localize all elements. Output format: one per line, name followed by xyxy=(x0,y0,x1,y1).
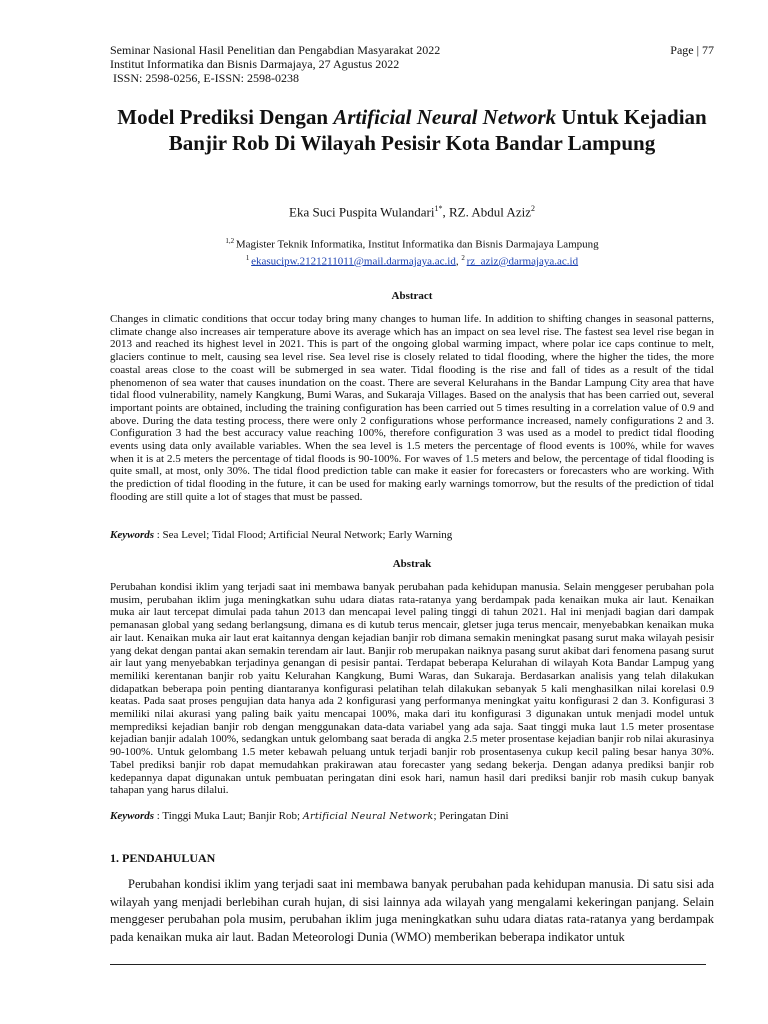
title-part1: Model Prediksi Dengan xyxy=(117,105,334,129)
section-body-text: Perubahan kondisi iklim yang terjadi saat ini membawa banyak perubahan pada kehidupan manusia. Di satu sisi ada wilayah yang menjadi berlebihan curah hujan, di sisi lainnya ada wilayah yang mengalami kekeringan panjang. Selain menggeser perubahan pola musim, perubahan iklim juga meningkatkan suhu udara diatas rata-ratanya yang berdampak pada kenaikan muka air laut. Badan Meteorologi Dunia (WMO) memberikan beberapa indikator untuk xyxy=(110,877,714,944)
author-list xyxy=(110,204,714,220)
paper-title xyxy=(110,104,714,156)
keywords-label-id: Keywords xyxy=(110,810,154,822)
abstract-heading: Abstract xyxy=(391,290,433,302)
author-2-sup: 2 xyxy=(530,204,535,213)
conference-name: Seminar Nasional Hasil Penelitian dan Pengabdian Masyarakat 2022 xyxy=(110,43,441,57)
issn: ISSN: 2598-0256, E-ISSN: 2598-0238 xyxy=(110,71,300,85)
email-link-1[interactable]: ekasucipw.2121211011@mail.darmajaya.ac.id xyxy=(251,255,456,268)
title-part2: Untuk Kejadian Banjir Rob Di Wilayah Pesisir Kota Bandar Lampung xyxy=(168,105,707,155)
affil-text: Magister Teknik Informatika, Institut Informatika dan Bisnis Darmajaya Lampung xyxy=(235,238,599,251)
conference-venue: Institut Informatika dan Bisnis Darmajaya, 27 Agustus 2022 xyxy=(110,57,400,71)
author-1: Eka Suci Puspita Wulandari xyxy=(289,204,435,220)
page-header xyxy=(110,43,714,85)
footer-divider xyxy=(110,964,706,965)
author-2: , RZ. Abdul Aziz xyxy=(442,204,531,220)
email-link-2[interactable]: rz_aziz@darmajaya.ac.id xyxy=(466,255,579,268)
email-separator: , xyxy=(455,255,462,268)
abstrak-text: Perubahan kondisi iklim yang terjadi saat ini membawa banyak perubahan pada kehidupan manusia. Selain menggeser perubahan pola musim, perubahan iklim juga meningkatkan suhu udara diatas rata-ratanya yang berdampak pada kenaikan muka air laut. Kenaikan muka air laut tercepat dimulai pada tahun 2013 dan mencapai level paling tinggi di tahun 2021. Hal ini menjadi bagian dari dampak pemanasan global yang sedang berlangsung, dimana es di kutub terus mencair, gletser juga terus mencair, menyebabkan kenaikan muka air laut. Kenaikan muka air laut erat kaitannya dengan kejadian banjir rob dimana semakin meningkat pasang surut maka wilayah pesisir yang dekat dengan pantai akan semakin terendam air laut. Banjir rob merupakan naiknya pasang surut akibat dari fenomena pasang surut air laut yang menyebabkan terjadinya genangan di pesisir pantai. Terdapat beberapa Kelurahan di wilayah Kota Bandar Lampug yang memiliki kerentanan banjir rob yaitu Kelurahan Kangkung, Bumi Waras, dan Sukaraja. Berdasarkan analisis yang telah dilakukan didapatkan beberapa poin penting diantaranya konfigurasi pelatihan telah dilakukan sebanyak 5 kali menghasilkan nilai korelasi 0.9 keatas. Pada saat proses pengujian data hanya ada 2 konfigurasi yang performanya meningkat yaitu konfigurasi 2 dan 3. Konfigurasi 3 memiliki nilai akurasi yang paling baik yaitu mencapai 100%, maka dari itu konfigurasi 3 digunakan untuk menjadi model untuk memprediksi kejadian banjir rob dengan menggunakan data-data variabel yang ada saja. Saat tinggi muka laut 1.5 meter prosentase kejadian banjir adalah 100%, sedangkan untuk gelombang saat berada di angka 2.5 meter prosentase kejadian banjir rob nilai akurasinya 90-100%. Untuk gelombang 1.5 meter kebawah peluang untuk terjadi banjir rob prosentasenya cukup kecil paling besar hanya 30%. Tabel prediksi banjir rob dapat memudahkan prakirawan atau forecaster yang sedang bekerja. Dengan adanya prediksi banjir rob kedepannya dapat digunakan untuk pembuatan peringatan dini esok hari, namun hasil dari prediksi banjir rob masih cukup banyak tahapan yang harus dilalui. xyxy=(110,581,714,797)
keywords-list-id: : Tinggi Muka Laut; Banjir Rob; xyxy=(154,810,303,822)
abstract-text: Changes in climatic conditions that occur today bring many changes to human life. In addition to shifting changes in seasonal patterns, climate change also increases air temperature above its average which has an impact on sea level rise. The fastest sea level rise began in 2013 and reached its highest level in 2021. This is part of the ongoing global warming impact, where polar ice caps continue to melt, glaciers continue to melt, causing sea level rise. Sea level rise is closely related to tidal flooding, where the higher the tides, the more coastal areas close to the coast will be submerged in sea water. Tidal flooding is the rise and fall of tides as a result of the tidal phenomenon of sea water that causes inundation on the coast. There are several Kelurahans in the Bandar Lampung City area that have tidal flood vulnerability, namely Kangkung, Bumi Waras, and Sukaraja Villages. Based on the analysis that has been carried out, several important points are obtained, including the training configuration has been carried out 5 times resulting in a correlation value of 0.9 and above. During the data testing process, there were only 2 configurations whose performance increased, namely configurations 2 and 3. Configuration 3 had the best accuracy value reaching 100%, therefore configuration 3 was used as a model to predict tidal flooding events using data only available variables. When the sea level is 1.5 meters the percentage of flood events is 100%, while for waves when it is at 2.5 meters the percentage of tidal floods is 90-100%. For waves of 1.5 meters and below, the percentage of tidal flooding is quite small, at most, only 30%. The tidal flood prediction table can make it easier for forecasters or forecasters who are working. With the prediction of tidal flooding in the future, it can be used for making early warnings tomorrow, but the results of the prediction of tidal flooding are still quite a lot of stages that must be passed. xyxy=(110,313,714,503)
page-number: Page | 77 xyxy=(670,43,714,57)
keywords-ann: Artificial Neural Network xyxy=(302,811,434,822)
author-1-sup: 1* xyxy=(434,204,443,213)
abstrak-keywords xyxy=(110,810,714,822)
email1-sup: 1 xyxy=(245,253,252,262)
keywords-post-id: ; Peringatan Dini xyxy=(433,810,509,822)
section-heading-pendahuluan: 1. PENDAHULUAN xyxy=(110,851,216,865)
abstrak-heading: Abstrak xyxy=(392,558,432,570)
keywords-list: : Sea Level; Tidal Flood; Artificial Neural Network; Early Warning xyxy=(154,529,453,541)
title-italic: Artificial Neural Network xyxy=(333,105,557,129)
email2-sup: 2 xyxy=(461,253,467,262)
affiliation xyxy=(110,235,714,268)
keywords-label: Keywords xyxy=(110,529,154,541)
affil-sup: 1,2 xyxy=(225,237,236,245)
abstract-keywords xyxy=(110,529,714,541)
